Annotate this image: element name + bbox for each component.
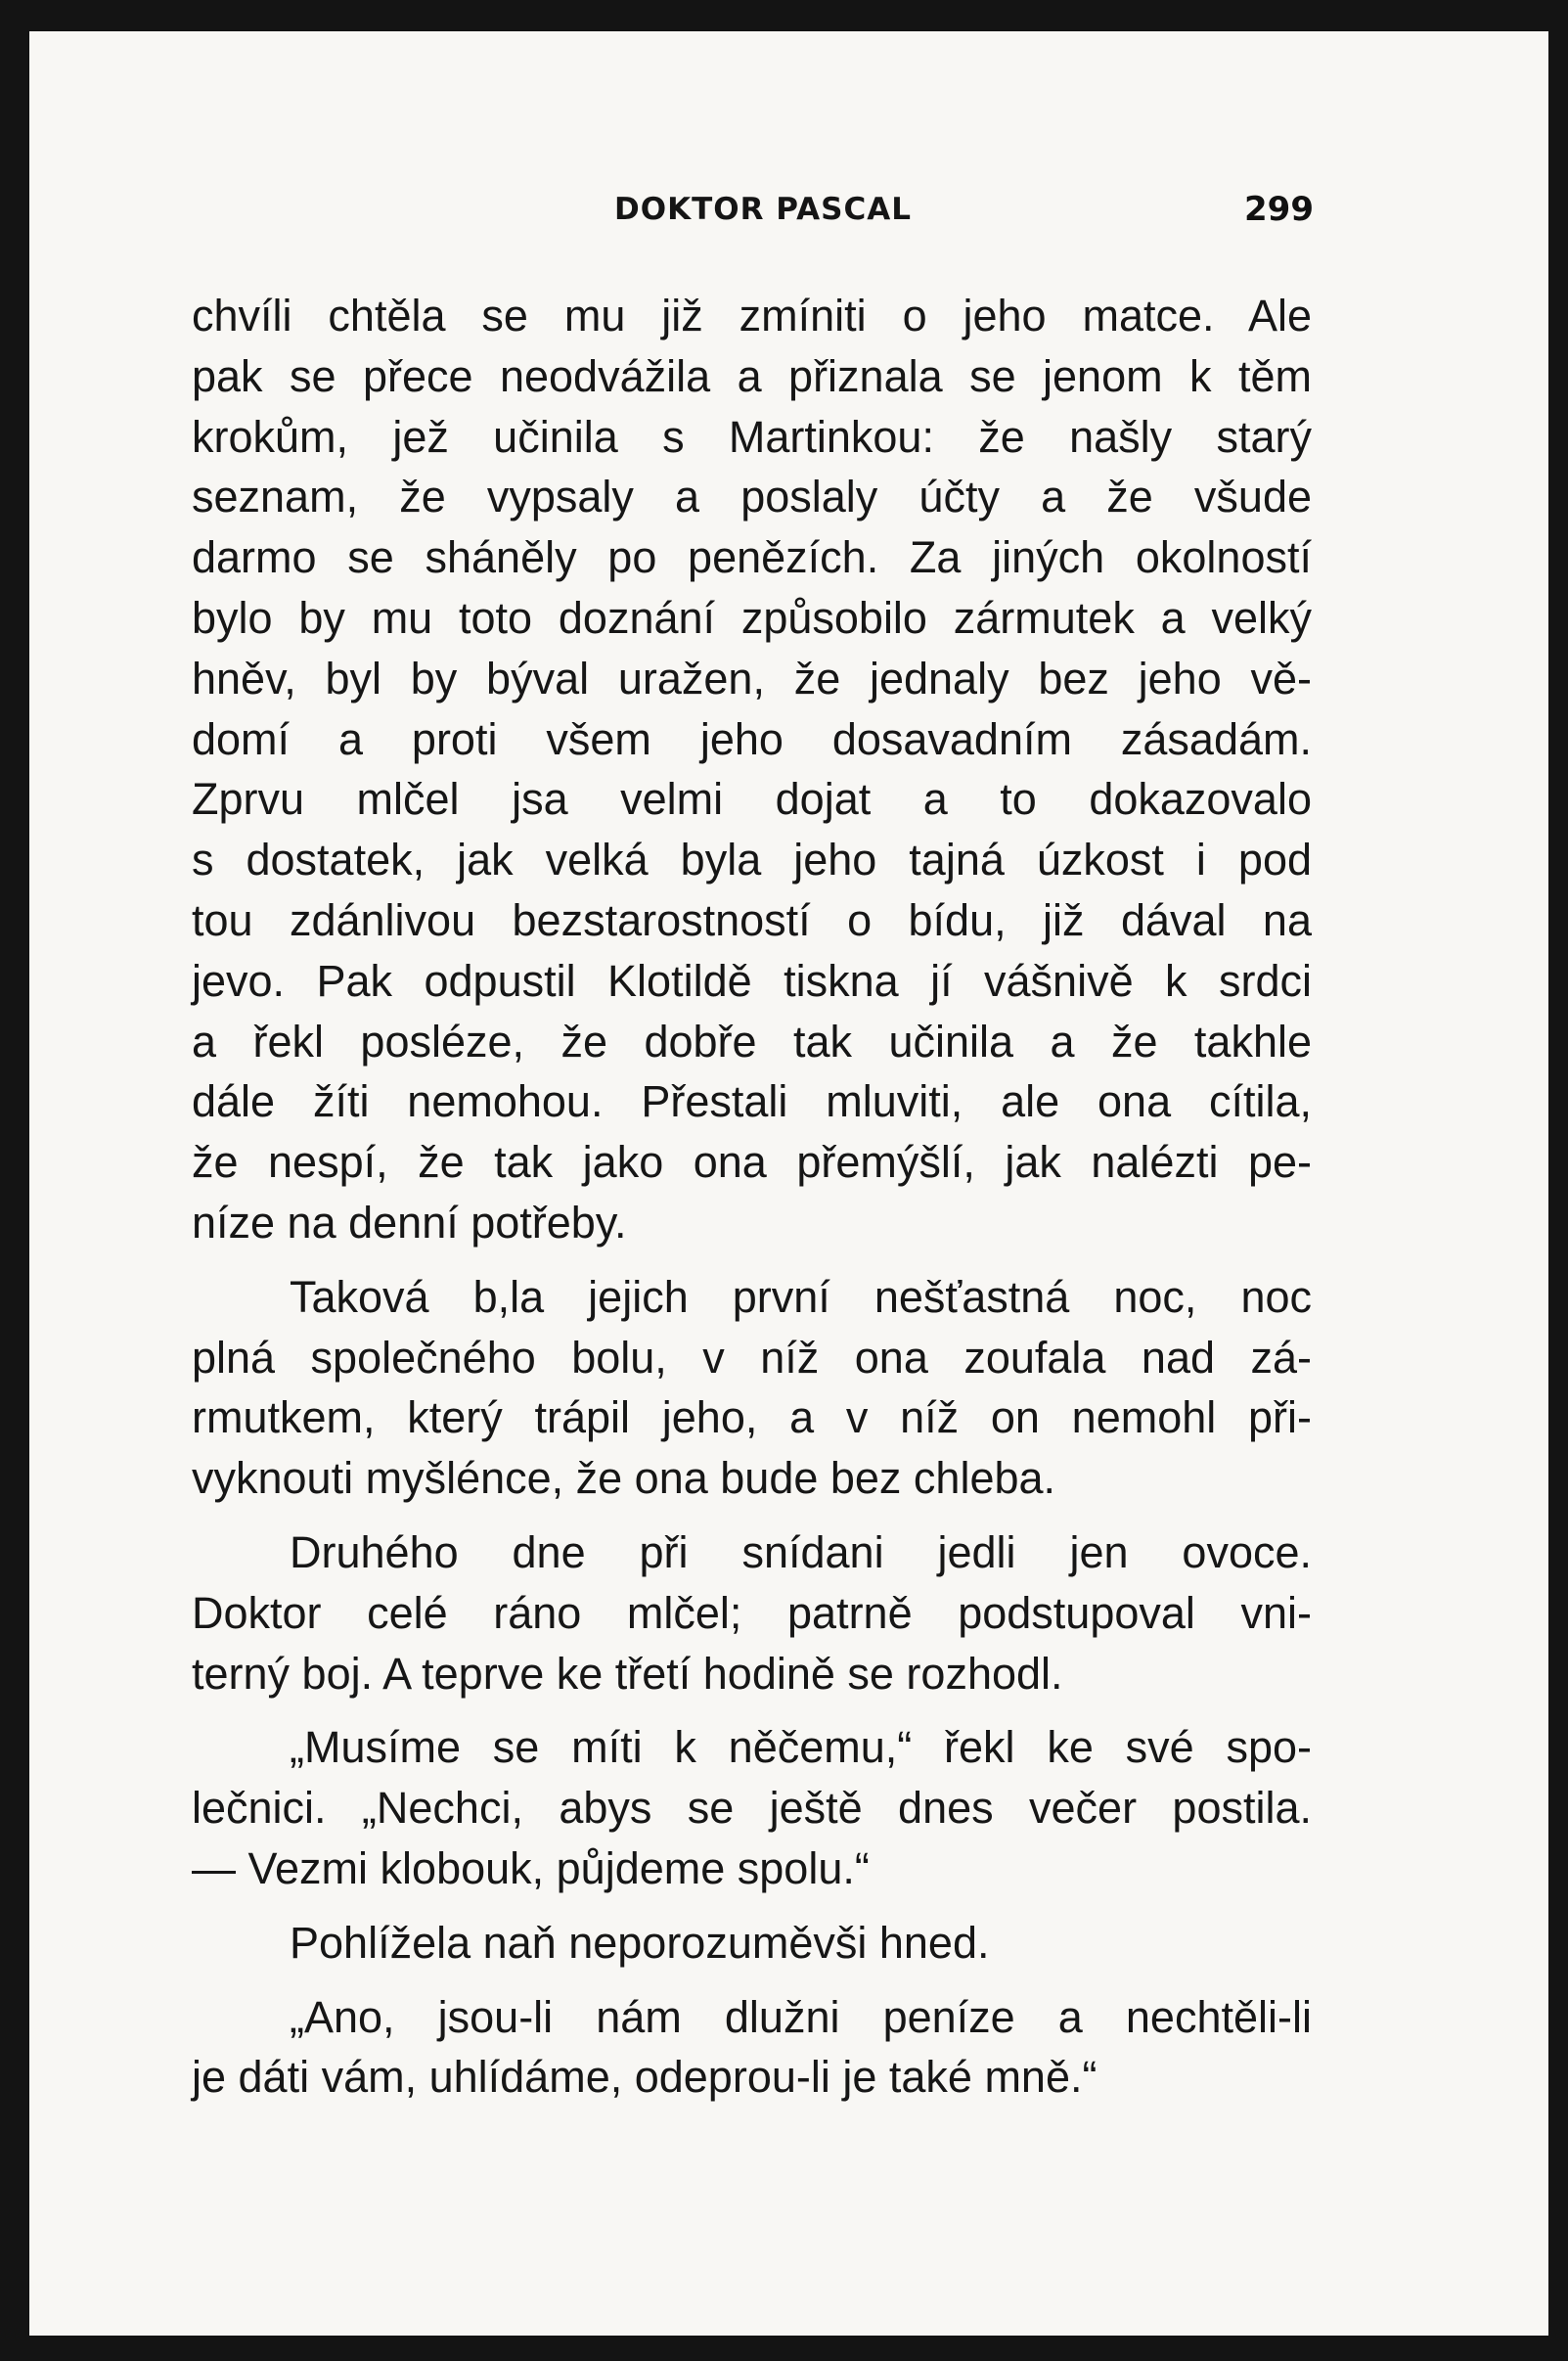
- scan-border-right: [1548, 0, 1568, 2361]
- text-line: jevo. Pak odpustil Klotildě tiskna jí vášnivě k srdci: [192, 955, 1312, 1006]
- body-text: [192, 286, 1312, 2108]
- paragraph-gap: [192, 1703, 1312, 1717]
- text-line: „Ano, jsou-li nám dlužni peníze a nechtěli-li: [290, 1991, 1312, 2042]
- text-line: je dáti vám, uhlídáme, odeprou-li je také mně.“: [192, 2052, 1098, 2103]
- text-line: Doktor celé ráno mlčel; patrně podstupoval vni-: [192, 1587, 1312, 1638]
- text-line: — Vezmi klobouk, půjdeme spolu.“: [192, 1842, 870, 1893]
- text-line: rmutkem, který trápil jeho, a v níž on nemohl při-: [192, 1392, 1312, 1443]
- text-line: Zprvu mlčel jsa velmi dojat a to dokazovalo: [192, 774, 1312, 825]
- scan-border-left: [0, 0, 29, 2361]
- paragraph: [192, 1522, 1312, 1703]
- text-line: seznam, že vypsaly a poslaly účty a že všude: [192, 472, 1312, 522]
- paragraph: [192, 1913, 1312, 1974]
- text-line: domí a proti všem jeho dosavadním zásadám.: [192, 713, 1312, 764]
- text-line: „Musíme se míti k něčemu,“ řekl ke své spo-: [290, 1722, 1312, 1773]
- scan-border-top: [0, 0, 1568, 31]
- text-line: lečnici. „Nechci, abys se ještě dnes večer postila.: [192, 1783, 1312, 1834]
- paragraph: [192, 1717, 1312, 1898]
- paragraph: [192, 286, 1312, 1253]
- paragraph-gap: [192, 1509, 1312, 1522]
- text-line: Druhého dne při snídani jedli jen ovoce.: [290, 1526, 1312, 1577]
- text-line: darmo se sháněly po penězích. Za jiných okolností: [192, 532, 1312, 583]
- text-line: chvíli chtěla se mu již zmíniti o jeho matce. Ale: [192, 291, 1312, 341]
- text-line: Taková b,la jejich první nešťastná noc, noc: [290, 1271, 1312, 1322]
- text-line: dále žíti nemohou. Přestali mluviti, ale ona cítila,: [192, 1076, 1312, 1127]
- paragraph-gap: [192, 1253, 1312, 1267]
- paragraph-gap: [192, 1974, 1312, 1987]
- text-line: hněv, byl by býval uražen, že jednaly bez jeho vě-: [192, 653, 1312, 704]
- text-line: bylo by mu toto doznání způsobilo zármutek a velký: [192, 592, 1312, 643]
- text-line: s dostatek, jak velká byla jeho tajná úzkost i pod: [192, 835, 1312, 885]
- text-line: tou zdánlivou bezstarostností o bídu, již dával na: [192, 894, 1312, 945]
- text-line: níze na denní potřeby.: [192, 1197, 627, 1248]
- text-line: krokům, jež učinila s Martinkou: že našly starý: [192, 411, 1312, 462]
- running-title: DOKTOR PASCAL: [614, 192, 912, 227]
- scan-border-bottom: [0, 2336, 1568, 2361]
- page-number: 299: [1244, 190, 1314, 229]
- text-line: vyknouti myšlénce, že ona bude bez chleba.: [192, 1453, 1056, 1504]
- text-line: že nespí, že tak jako ona přemýšlí, jak nalézti pe-: [192, 1137, 1312, 1188]
- paragraph-gap: [192, 1899, 1312, 1913]
- paragraph: [192, 1267, 1312, 1509]
- text-line: a řekl posléze, že dobře tak učinila a že takhle: [192, 1016, 1312, 1067]
- text-line: plná společného bolu, v níž ona zoufala nad zá-: [192, 1332, 1312, 1383]
- text-line: terný boj. A teprve ke třetí hodině se rozhodl.: [192, 1648, 1063, 1699]
- paragraph: [192, 1987, 1312, 2109]
- text-line: pak se přece neodvážila a přiznala se jenom k těm: [192, 350, 1312, 401]
- text-line: Pohlížela naň neporozuměvši hned.: [290, 1917, 990, 1968]
